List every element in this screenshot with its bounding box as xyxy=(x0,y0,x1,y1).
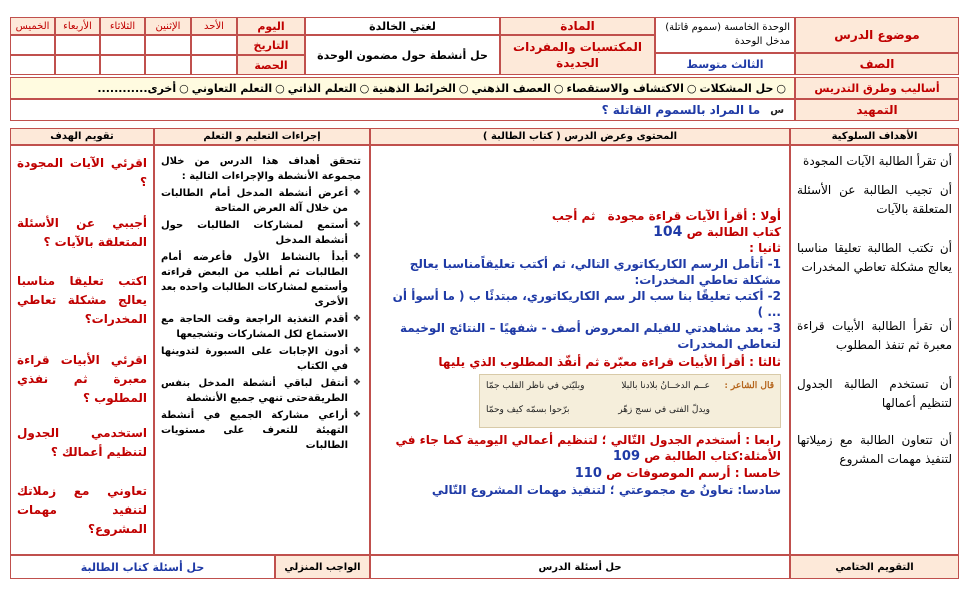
day-label: اليوم xyxy=(237,17,305,35)
poem-title: قال الشاعر : xyxy=(724,381,774,391)
procedure-item: ❖ أراعي مشاركة الجميع في أنشطة التهيئة للتعرف على مستويات الطالبات xyxy=(161,408,361,453)
content-item-3: 3- بعد مشاهدتي للفيلم المعروض أصف - شفهيًا – النتائج الوخيمة لتعاطي المخدرات xyxy=(400,321,781,351)
intro-text: ما المراد بالسموم القاتلة ؟ xyxy=(601,103,761,117)
topic-label: موضوع الدرس xyxy=(795,17,959,53)
content-sixth: سادسا: تعاونُ مع مجموعتي ؛ لتنفيذ مهمات المشروع التّالي xyxy=(431,483,781,497)
content-item-2: 2- أكتب تعليقًا بنا سب الر سم الكاريكاتوري، مبتدئًا ب ( ما أسوأ أن ... ) xyxy=(392,289,781,319)
unit-cell xyxy=(655,17,795,53)
poem-verse: وبليّتي في ناظر القلب جمّا xyxy=(486,381,585,391)
poem-box xyxy=(479,374,781,428)
evaluation-column xyxy=(10,145,154,555)
method-item: الاكتشاف والاستقصاء xyxy=(566,81,684,95)
method-item: العصف الذهني xyxy=(471,81,551,95)
circle-icon: ○ xyxy=(179,81,189,95)
date-cell xyxy=(145,35,191,55)
content-third: ثالثا : أقرأ الأبيات قراءة معبّرة ثم أنفّذ المطلوب الذي يليها xyxy=(438,355,781,369)
circle-icon: ○ xyxy=(359,81,370,95)
procedures-header: إجراءات التعليم و التعلم xyxy=(154,128,370,145)
content-second: ثانيا : xyxy=(749,241,781,255)
evaluation-header: تقويم الهدف xyxy=(10,128,154,145)
unit-text: الوحدة الخامسة (سموم قاتلة) xyxy=(665,22,790,33)
procedure-item: ❖ أنتقل لباقي أنشطة المدخل بنفس الطريقةحتى تنهي جميع الأنشطة xyxy=(161,376,361,406)
goal-item: أن تكتب الطالبة تعليقا مناسبا يعالج مشكلة تعاطي المخدرات xyxy=(797,241,952,274)
circle-icon: ○ xyxy=(275,81,285,95)
content-book-ref: كتاب الطالبة ص xyxy=(686,225,781,239)
period-cell xyxy=(191,55,237,75)
content-fourth: رابعا : أستخدم الجدول التّالي ؛ لتنظيم أعمالي اليومية كما جاء في الأمثلة:كتاب الطالبة ص xyxy=(395,433,781,463)
procedure-item: ❖ أقدم التغذية الراجعة وقت الحاجة مع الاستماع لكل المشاركات وتشجيعها xyxy=(161,312,361,342)
method-item: التعلم الذاتي xyxy=(287,81,357,95)
day-wednesday: الأربعاء xyxy=(55,17,100,35)
date-cell xyxy=(10,35,55,55)
circle-icon: ○ xyxy=(776,81,786,95)
content-header: المحتوى وعرض الدرس ( كتاب الطالبة ) xyxy=(370,128,790,145)
question-mark: س xyxy=(770,104,784,116)
poem-verse: برّحوا بسمّه كيف وحمّا xyxy=(486,405,570,415)
day-thursday: الخميس xyxy=(10,17,55,35)
skills-label: المكتسبات والمفردات الجديدة xyxy=(500,35,655,75)
poem-verse: عــم الدخــانُ بلادنا بالبلا xyxy=(621,381,710,391)
evaluation-item: استخدمي الجدول لتنظيم أعمالك ؟ xyxy=(17,426,147,459)
period-cell xyxy=(100,55,145,75)
date-cell xyxy=(55,35,100,55)
goals-header: الأهداف السلوكية xyxy=(790,128,959,145)
evaluation-item: أجيبي عن الأسئلة المتعلقة بالآيات ؟ xyxy=(17,216,147,249)
methods-list xyxy=(10,77,795,99)
goals-column xyxy=(790,145,959,555)
date-label: التاريخ xyxy=(237,35,305,55)
intro-label: التمهيد xyxy=(795,99,959,121)
circle-icon: ○ xyxy=(458,81,469,95)
procedure-item: ❖ أدون الإجابات على السبورة لتدوينها في الكتاب xyxy=(161,344,361,374)
content-column xyxy=(370,145,790,555)
goal-item: أن تقرأ الطالبة الأبيات قراءة معبرة ثم تنفذ المطلوب xyxy=(797,319,952,352)
date-cell xyxy=(100,35,145,55)
procedures-list xyxy=(161,186,361,453)
content-page-110: 110 xyxy=(574,466,602,481)
procedures-intro: تتحقق أهداف هذا الدرس من خلال مجموعة الأنشطة والإجراءات التالية : xyxy=(161,156,361,182)
skills-value: حل أنشطة حول مضمون الوحدة xyxy=(305,35,500,75)
final-eval-value: حل أسئلة الدرس xyxy=(370,555,790,579)
period-label: الحصة xyxy=(237,55,305,75)
grade-label: الصف xyxy=(795,53,959,75)
procedure-item: ❖ أستمع لمشاركات الطالبات حول أنشطة المدخل xyxy=(161,218,361,248)
evaluation-item: اكتب تعليقا مناسبا يعالج مشكلة تعاطي المخدرات؟ xyxy=(17,274,147,326)
period-cell xyxy=(10,55,55,75)
period-cell xyxy=(55,55,100,75)
content-page-104: 104 xyxy=(653,224,683,240)
grade-value: الثالث متوسط xyxy=(655,53,795,75)
method-item: حل المشكلات xyxy=(699,81,774,95)
procedure-item: ❖ أعرض أنشطة المدخل أمام الطالبات من خلال آلة العرض المتاحة xyxy=(161,186,361,216)
circle-icon: ○ xyxy=(686,81,697,95)
method-item: التعلم التعاوني xyxy=(191,81,273,95)
method-item: أخرى............ xyxy=(97,81,177,95)
content-fifth: خامسا : أرسم الموصوفات ص xyxy=(606,466,781,480)
content-page-109: 109 xyxy=(612,449,641,464)
goal-item: أن تتعاون الطالبة مع زميلاتها لتنفيذ مهمات المشروع xyxy=(797,433,952,466)
intro-question xyxy=(10,99,795,121)
methods-label: أساليب وطرق التدريس xyxy=(795,77,959,99)
homework-value: حل أسئلة كتاب الطالبة xyxy=(10,555,275,579)
content-first-answer: ثم أجب xyxy=(551,209,596,223)
circle-icon: ○ xyxy=(553,81,564,95)
content-first: أولا : أقرأ الآيات قراءة مجودة xyxy=(607,209,781,223)
subject-label: المادة xyxy=(500,17,655,35)
subject-value: لغتي الخالدة xyxy=(305,17,500,35)
procedures-column xyxy=(154,145,370,555)
content-item-1: 1- أتأمل الرسم الكاريكاتوري التالي، ثم أكتب تعليقاًمناسبا يعالج مشكلة تعاطي المخدرات: xyxy=(409,257,781,287)
day-sunday: الأحد xyxy=(191,17,237,35)
evaluation-item: اقرئي الآيات المجودة ؟ xyxy=(17,156,147,189)
procedure-item: ❖ أبدأ بالنشاط الأول فأعرضه أمام الطالبات ثم أطلب من البعض قراءته وأستمع لمشاركات الطالبات واحده بعد الأخرى xyxy=(161,250,361,310)
goal-item: أن تجيب الطالبة عن الأسئلة المتعلقة بالآيات xyxy=(797,183,952,216)
poem-verse: ويدلّ الفتى في نسج زهّر xyxy=(618,405,710,415)
method-item: الخرائط الذهنية xyxy=(372,81,456,95)
date-cell xyxy=(191,35,237,55)
day-monday: الإثنين xyxy=(145,17,191,35)
goal-item: أن تستخدم الطالبة الجدول لتنظيم أعمالها xyxy=(797,377,952,410)
homework-label: الواجب المنزلي xyxy=(275,555,370,579)
goal-item: أن تقرأ الطالبة الآيات المجودة xyxy=(803,154,952,168)
period-cell xyxy=(145,55,191,75)
evaluation-item: اقرئي الأبيات قراءة معبرة ثم نفذي المطلوب ؟ xyxy=(17,353,147,405)
unit-sub: مدخل الوحدة xyxy=(734,36,790,47)
final-eval-label: التقويم الختامي xyxy=(790,555,959,579)
day-tuesday: الثلاثاء xyxy=(100,17,145,35)
evaluation-item: تعاوني مع زملاتك لتنفيد مهمات المشروع؟ xyxy=(17,484,147,536)
